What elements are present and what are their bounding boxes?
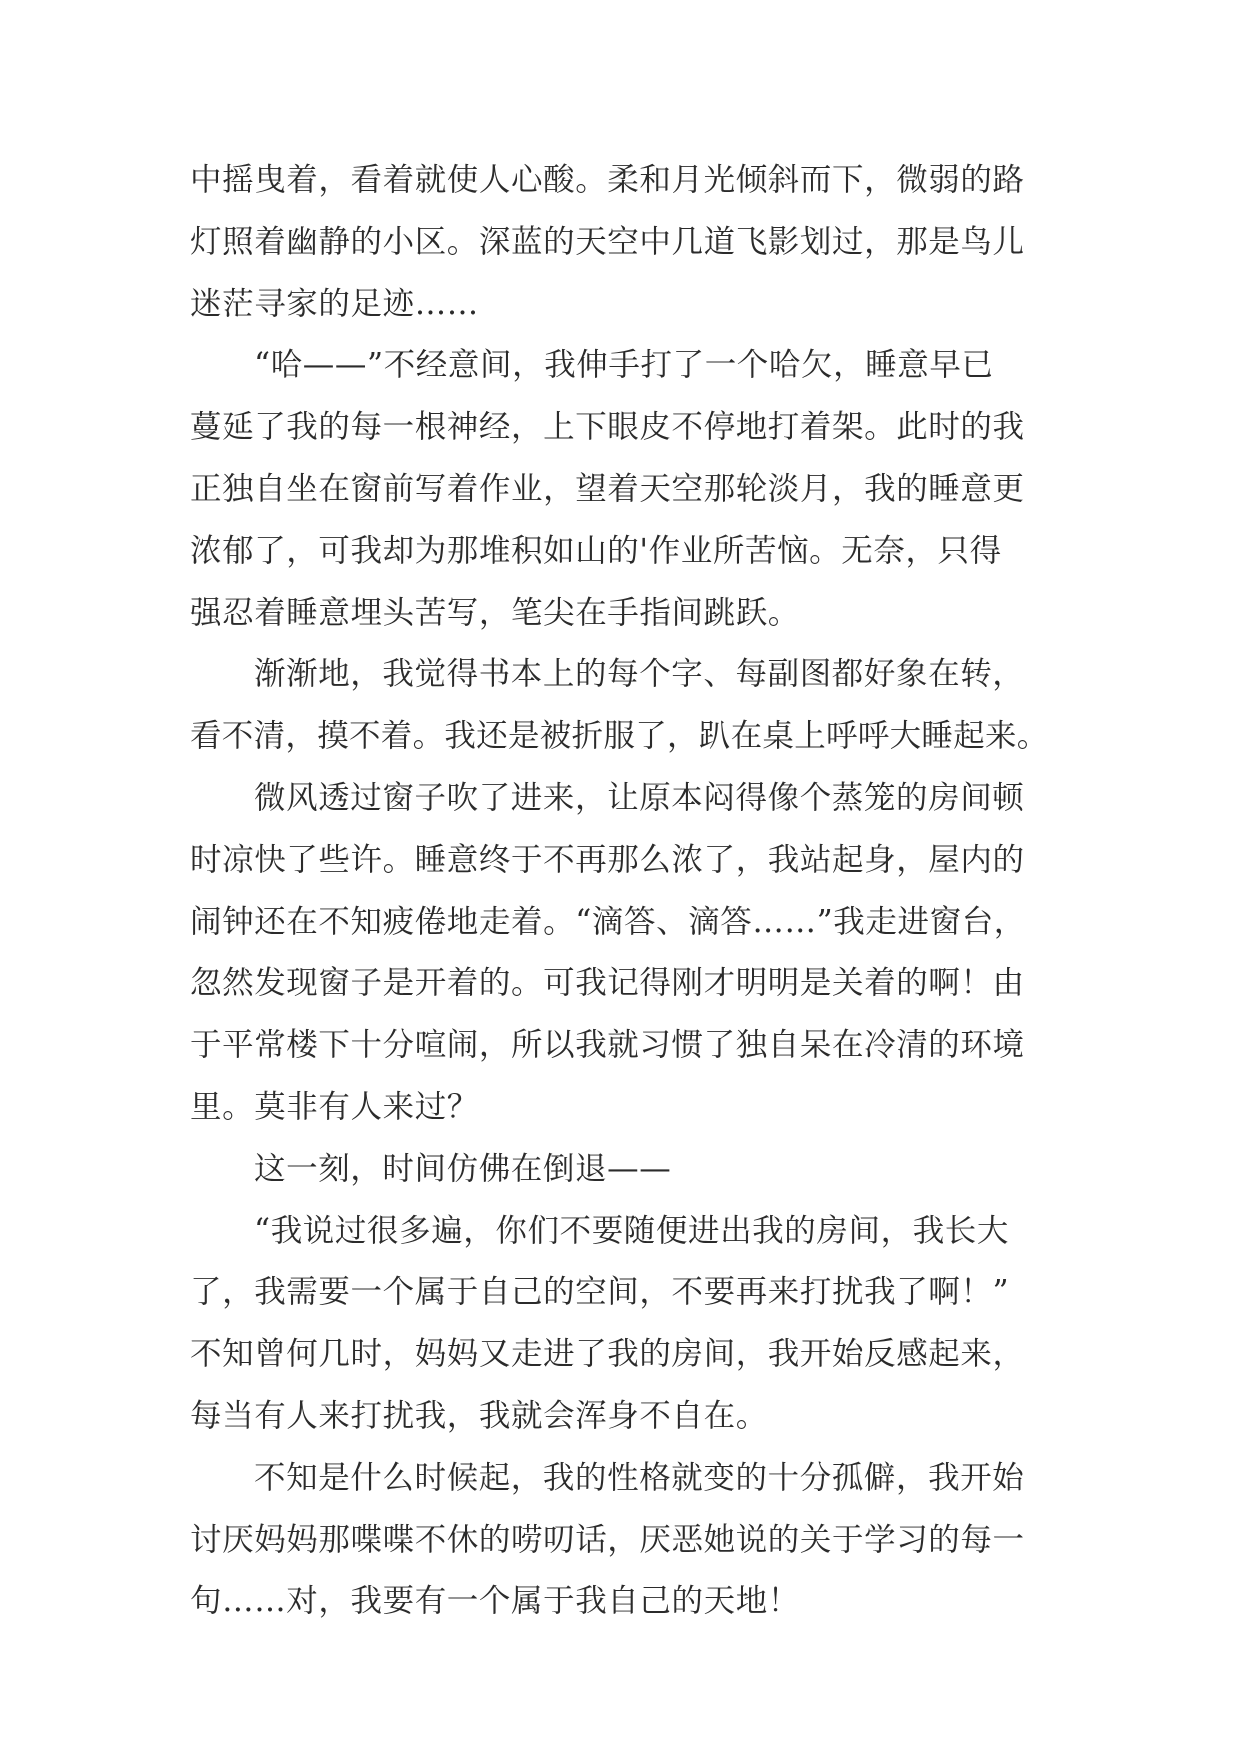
paragraph-6 <box>190 1201 1050 1448</box>
paragraph-5 <box>190 1139 1050 1201</box>
text-line: 正独自坐在窗前写着作业，望着天空那轮淡月，我的睡意更 <box>190 470 1025 507</box>
document-body <box>190 150 1050 1633</box>
text-line: 不知是什么时候起，我的性格就变的十分孤僻，我开始 <box>254 1459 1025 1496</box>
paragraph-7 <box>190 1448 1050 1633</box>
text-line: 中摇曳着，看着就使人心酸。柔和月光倾斜而下，微弱的路 <box>190 162 1025 198</box>
text-line: 看不清，摸不着。我还是被折服了，趴在桌上呼呼大睡起来。 <box>190 718 1049 755</box>
text-line: 微风透过窗子吹了进来，让原本闷得像个蒸笼的房间顿 <box>254 779 1025 816</box>
text-line: 讨厌妈妈那喋喋不休的唠叨话，厌恶她说的关于学习的每一 <box>190 1521 1025 1558</box>
paragraph-2 <box>190 335 1050 644</box>
text-line: 闹钟还在不知疲倦地走着。“滴答、滴答……”我走进窗台， <box>190 903 1026 940</box>
paragraph-1 <box>190 150 1050 335</box>
text-line: 忽然发现窗子是开着的。可我记得刚才明明是关着的啊！由 <box>190 965 1025 1002</box>
text-line: 时凉快了些许。睡意终于不再那么浓了，我站起身，屋内的 <box>190 841 1025 878</box>
text-line: “哈——”不经意间，我伸手打了一个哈欠，睡意早已 <box>254 347 994 384</box>
text-line: 渐渐地，我觉得书本上的每个字、每副图都好象在转， <box>254 656 1025 693</box>
text-line: 强忍着睡意埋头苦写，笔尖在手指间跳跃。 <box>190 594 800 631</box>
text-line: 每当有人来打扰我，我就会浑身不自在。 <box>190 1397 768 1434</box>
paragraph-4 <box>190 768 1050 1139</box>
text-line: 迷茫寻家的足迹…… <box>190 285 479 322</box>
text-line: 蔓延了我的每一根神经，上下眼皮不停地打着架。此时的我 <box>190 409 1025 446</box>
text-line: 灯照着幽静的小区。深蓝的天空中几道飞影划过，那是鸟儿 <box>190 223 1025 260</box>
text-line: 不知曾何几时，妈妈又走进了我的房间，我开始反感起来， <box>190 1336 1025 1373</box>
text-line: 了，我需要一个属于自己的空间，不要再来打扰我了啊！” <box>190 1274 1010 1311</box>
text-line: 浓郁了，可我却为那堆积如山的'作业所苦恼。无奈，只得 <box>190 532 1002 569</box>
text-line: 这一刻，时间仿佛在倒退—— <box>254 1150 672 1187</box>
paragraph-3 <box>190 644 1050 768</box>
text-line: 于平常楼下十分喧闹，所以我就习惯了独自呆在冷清的环境 <box>190 1027 1025 1064</box>
text-line: “我说过很多遍，你们不要随便进出我的房间，我长大 <box>254 1212 1010 1249</box>
text-line: 句……对，我要有一个属于我自己的天地！ <box>190 1583 800 1620</box>
text-line: 里。莫非有人来过？ <box>190 1088 479 1125</box>
